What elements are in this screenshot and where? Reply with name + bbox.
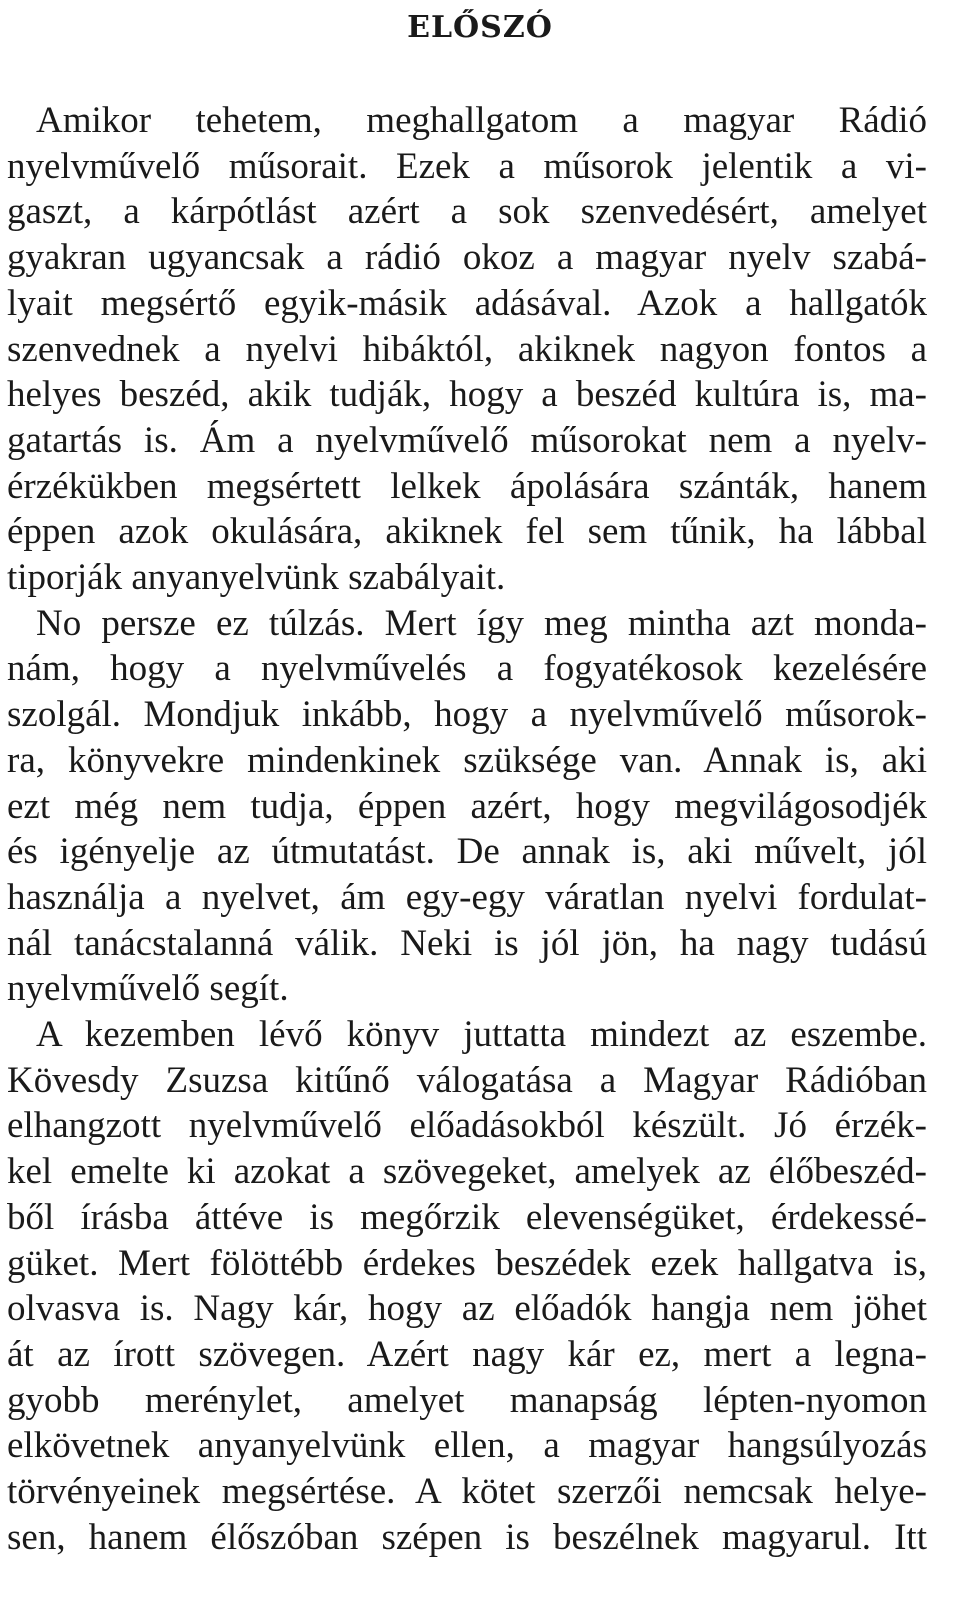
text-line: güket. Mert fölöttébb érdekes beszédek ezek hallgatva is, bbox=[7, 1243, 927, 1284]
text-line: használja a nyelvet, ám egy-egy váratlan nyelvi fordulat- bbox=[7, 877, 927, 918]
text-line: Kövesdy Zsuzsa kitűnő válogatása a Magyar Rádióban bbox=[7, 1060, 927, 1101]
text-line: törvényeinek megsértése. A kötet szerzői nemcsak helye- bbox=[7, 1471, 927, 1512]
text-line: éppen azok okulására, akiknek fel sem tűnik, ha lábbal bbox=[7, 511, 927, 552]
text-line: kel emelte ki azokat a szövegeket, amelyek az élőbeszéd- bbox=[7, 1151, 927, 1192]
text-line: olvasva is. Nagy kár, hogy az előadók hangja nem jöhet bbox=[7, 1288, 927, 1329]
text-line: nyelvművelő műsorait. Ezek a műsorok jelentik a vi- bbox=[7, 146, 927, 187]
text-line: sen, hanem élőszóban szépen is beszélnek magyarul. Itt bbox=[7, 1517, 927, 1558]
text-line: gyakran ugyancsak a rádió okoz a magyar nyelv szabá- bbox=[7, 237, 927, 278]
text-line: lyait megsértő egyik-másik adásával. Azok a hallgatók bbox=[7, 283, 927, 324]
page-title: ELŐSZÓ bbox=[407, 10, 553, 45]
text-line: elkövetnek anyanyelvünk ellen, a magyar hangsúlyozás bbox=[7, 1425, 927, 1466]
text-line: át az írott szövegen. Azért nagy kár ez, mert a legna- bbox=[7, 1334, 927, 1375]
text-line: gaszt, a kárpótlást azért a sok szenvedésért, amelyet bbox=[7, 191, 927, 232]
text-line: Amikor tehetem, meghallgatom a magyar Rádió bbox=[36, 100, 927, 141]
text-line: érzékükben megsértett lelkek ápolására szánták, hanem bbox=[7, 466, 927, 507]
text-line: helyes beszéd, akik tudják, hogy a beszéd kultúra is, ma- bbox=[7, 374, 927, 415]
text-line: nyelvművelő segít. bbox=[7, 968, 289, 1009]
text-line: gatartás is. Ám a nyelvművelő műsorokat nem a nyelv- bbox=[7, 420, 927, 461]
text-line: No persze ez túlzás. Mert így meg mintha azt monda- bbox=[36, 603, 927, 644]
text-line: gyobb merénylet, amelyet manapság lépten-nyomon bbox=[7, 1380, 927, 1421]
text-line: ből írásba áttéve is megőrzik elevenségüket, érdekessé- bbox=[7, 1197, 927, 1238]
text-line: szenvednek a nyelvi hibáktól, akiknek nagyon fontos a bbox=[7, 329, 927, 370]
text-line: szolgál. Mondjuk inkább, hogy a nyelvművelő műsorok- bbox=[7, 694, 927, 735]
text-line: tiporják anyanyelvünk szabályait. bbox=[7, 557, 506, 598]
text-line: ra, könyvekre mindenkinek szüksége van. Annak is, aki bbox=[7, 740, 927, 781]
text-line: elhangzott nyelvművelő előadásokból készült. Jó érzék- bbox=[7, 1105, 927, 1146]
text-line: ezt még nem tudja, éppen azért, hogy megvilágosodjék bbox=[7, 786, 927, 827]
text-line: nám, hogy a nyelvművelés a fogyatékosok kezelésére bbox=[7, 648, 927, 689]
text-line: és igényelje az útmutatást. De annak is, aki művelt, jól bbox=[7, 831, 927, 872]
text-line: nál tanácstalanná válik. Neki is jól jön, ha nagy tudású bbox=[7, 923, 927, 964]
text-line: A kezemben lévő könyv juttatta mindezt az eszembe. bbox=[36, 1014, 927, 1055]
